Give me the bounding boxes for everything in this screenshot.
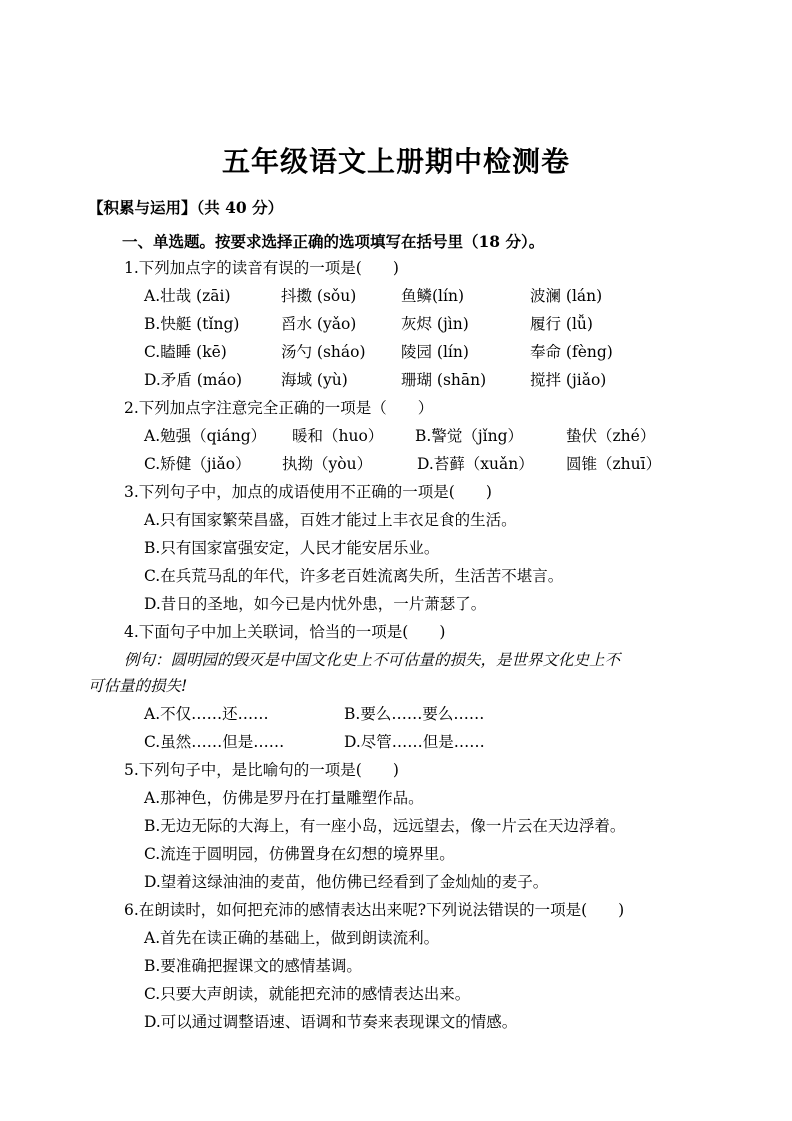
q4-option-b: B.要么……要么…… xyxy=(344,705,485,723)
section-heading: 【积累与运用】（共 40 分） xyxy=(88,198,284,217)
q2-a-2: 暖和（huo） xyxy=(292,427,384,445)
q2-d: D.苔藓（xuǎn） xyxy=(417,455,534,473)
q6-option-a: A.首先在读正确的基础上，做到朗读流利。 xyxy=(144,929,440,947)
q1-b-3: 灰烬 (jìn) xyxy=(401,315,469,333)
q1-d-4: 搅拌 (jiǎo) xyxy=(530,371,607,389)
q2-row-1 xyxy=(144,426,684,446)
q4-row-2 xyxy=(144,732,544,752)
q1-a-2: 抖擞 (sǒu) xyxy=(281,287,357,305)
q3-option-d: D.昔日的圣地，如今已是内忧外患，一片萧瑟了。 xyxy=(144,595,487,613)
q6-option-d: D.可以通过调整语速、语调和节奏来表现课文的情感。 xyxy=(144,1013,518,1031)
q3-option-a: A.只有国家繁荣昌盛，百姓才能过上丰衣足食的生活。 xyxy=(144,511,517,529)
q5-option-c: C.流连于圆明园，仿佛置身在幻想的境界里。 xyxy=(144,845,455,863)
q6-option-b: B.要准确把握课文的感情基调。 xyxy=(144,957,362,975)
q1-c-1: C.瞌睡 (kē) xyxy=(144,343,227,361)
q1-c-4: 奉命 (fèng) xyxy=(530,343,613,361)
q5-stem: 5.下列句子中，是比喻句的一项是( ) xyxy=(124,761,399,779)
q1-a-3: 鱼鳞(lín) xyxy=(401,287,464,305)
q3-option-b: B.只有国家富强安定，人民才能安居乐业。 xyxy=(144,539,440,557)
q1-b-4: 履行 (lǚ) xyxy=(530,315,593,333)
q5-option-a: A.那神色，仿佛是罗丹在打量雕塑作品。 xyxy=(144,789,424,807)
q5-option-d: D.望着这绿油油的麦苗，他仿佛已经看到了金灿灿的麦子。 xyxy=(144,873,549,891)
q4-option-d: D.尽管……但是…… xyxy=(344,733,485,751)
q3-stem: 3.下列句子中，加点的成语使用不正确的一项是( ) xyxy=(124,483,492,501)
q1-a-4: 波澜 (lán) xyxy=(530,287,603,305)
q2-c-2: 执拗（yòu） xyxy=(282,455,373,473)
q3-option-c: C.在兵荒马乱的年代，许多老百姓流离失所，生活苦不堪言。 xyxy=(144,567,564,585)
q2-b-2: 蛰伏（zhé） xyxy=(566,427,656,445)
q1-stem: 1.下列加点字的读音有误的一项是( ) xyxy=(124,259,399,277)
q1-row-b xyxy=(144,314,664,334)
q4-option-c: C.虽然……但是…… xyxy=(144,733,285,751)
q1-b-2: 舀水 (yǎo) xyxy=(281,315,357,333)
q6-stem: 6.在朗读时，如何把充沛的感情表达出来呢?下列说法错误的一项是( ) xyxy=(124,901,625,919)
q4-example-line2: 可估量的损失! xyxy=(88,677,188,695)
q2-stem: 2.下列加点字注意完全正确的一项是（ ） xyxy=(124,399,434,417)
q1-row-d xyxy=(144,370,664,390)
q1-d-1: D.矛盾 (máo) xyxy=(144,371,243,389)
q2-b: B.警觉（jǐng） xyxy=(415,427,523,445)
q2-a: A.勉强（qiáng） xyxy=(144,427,267,445)
q1-b-1: B.快艇 (tǐng) xyxy=(144,315,240,333)
q1-d-3: 珊瑚 (shān) xyxy=(401,371,487,389)
q1-row-a xyxy=(144,286,664,306)
q6-option-c: C.只要大声朗读，就能把充沛的感情表达出来。 xyxy=(144,985,471,1003)
q4-stem: 4.下面句子中加上关联词，恰当的一项是( ) xyxy=(124,623,446,641)
q2-row-2 xyxy=(144,454,684,474)
page-title: 五年级语文上册期中检测卷 xyxy=(221,145,570,178)
part1-heading: 一、单选题。按要求选择正确的选项填写在括号里（18 分）。 xyxy=(122,232,545,251)
q2-d-2: 圆锥（zhuī） xyxy=(566,455,662,473)
q4-example-line1: 例句：圆明园的毁灭是中国文化史上不可估量的损失，是世界文化史上不 xyxy=(124,651,621,669)
q4-row-1 xyxy=(144,704,544,724)
q1-row-c xyxy=(144,342,664,362)
q1-c-2: 汤勺 (sháo) xyxy=(281,343,366,361)
q1-d-2: 海域 (yù) xyxy=(281,371,348,389)
q5-option-b: B.无边无际的大海上，有一座小岛，远远望去，像一片云在天边浮着。 xyxy=(144,817,626,835)
q2-c: C.矫健（jiǎo） xyxy=(144,455,251,473)
q1-a-1: A.壮哉 (zāi) xyxy=(144,287,231,305)
q1-c-3: 陵园 (lín) xyxy=(401,343,469,361)
q4-option-a: A.不仅……还…… xyxy=(144,705,269,723)
